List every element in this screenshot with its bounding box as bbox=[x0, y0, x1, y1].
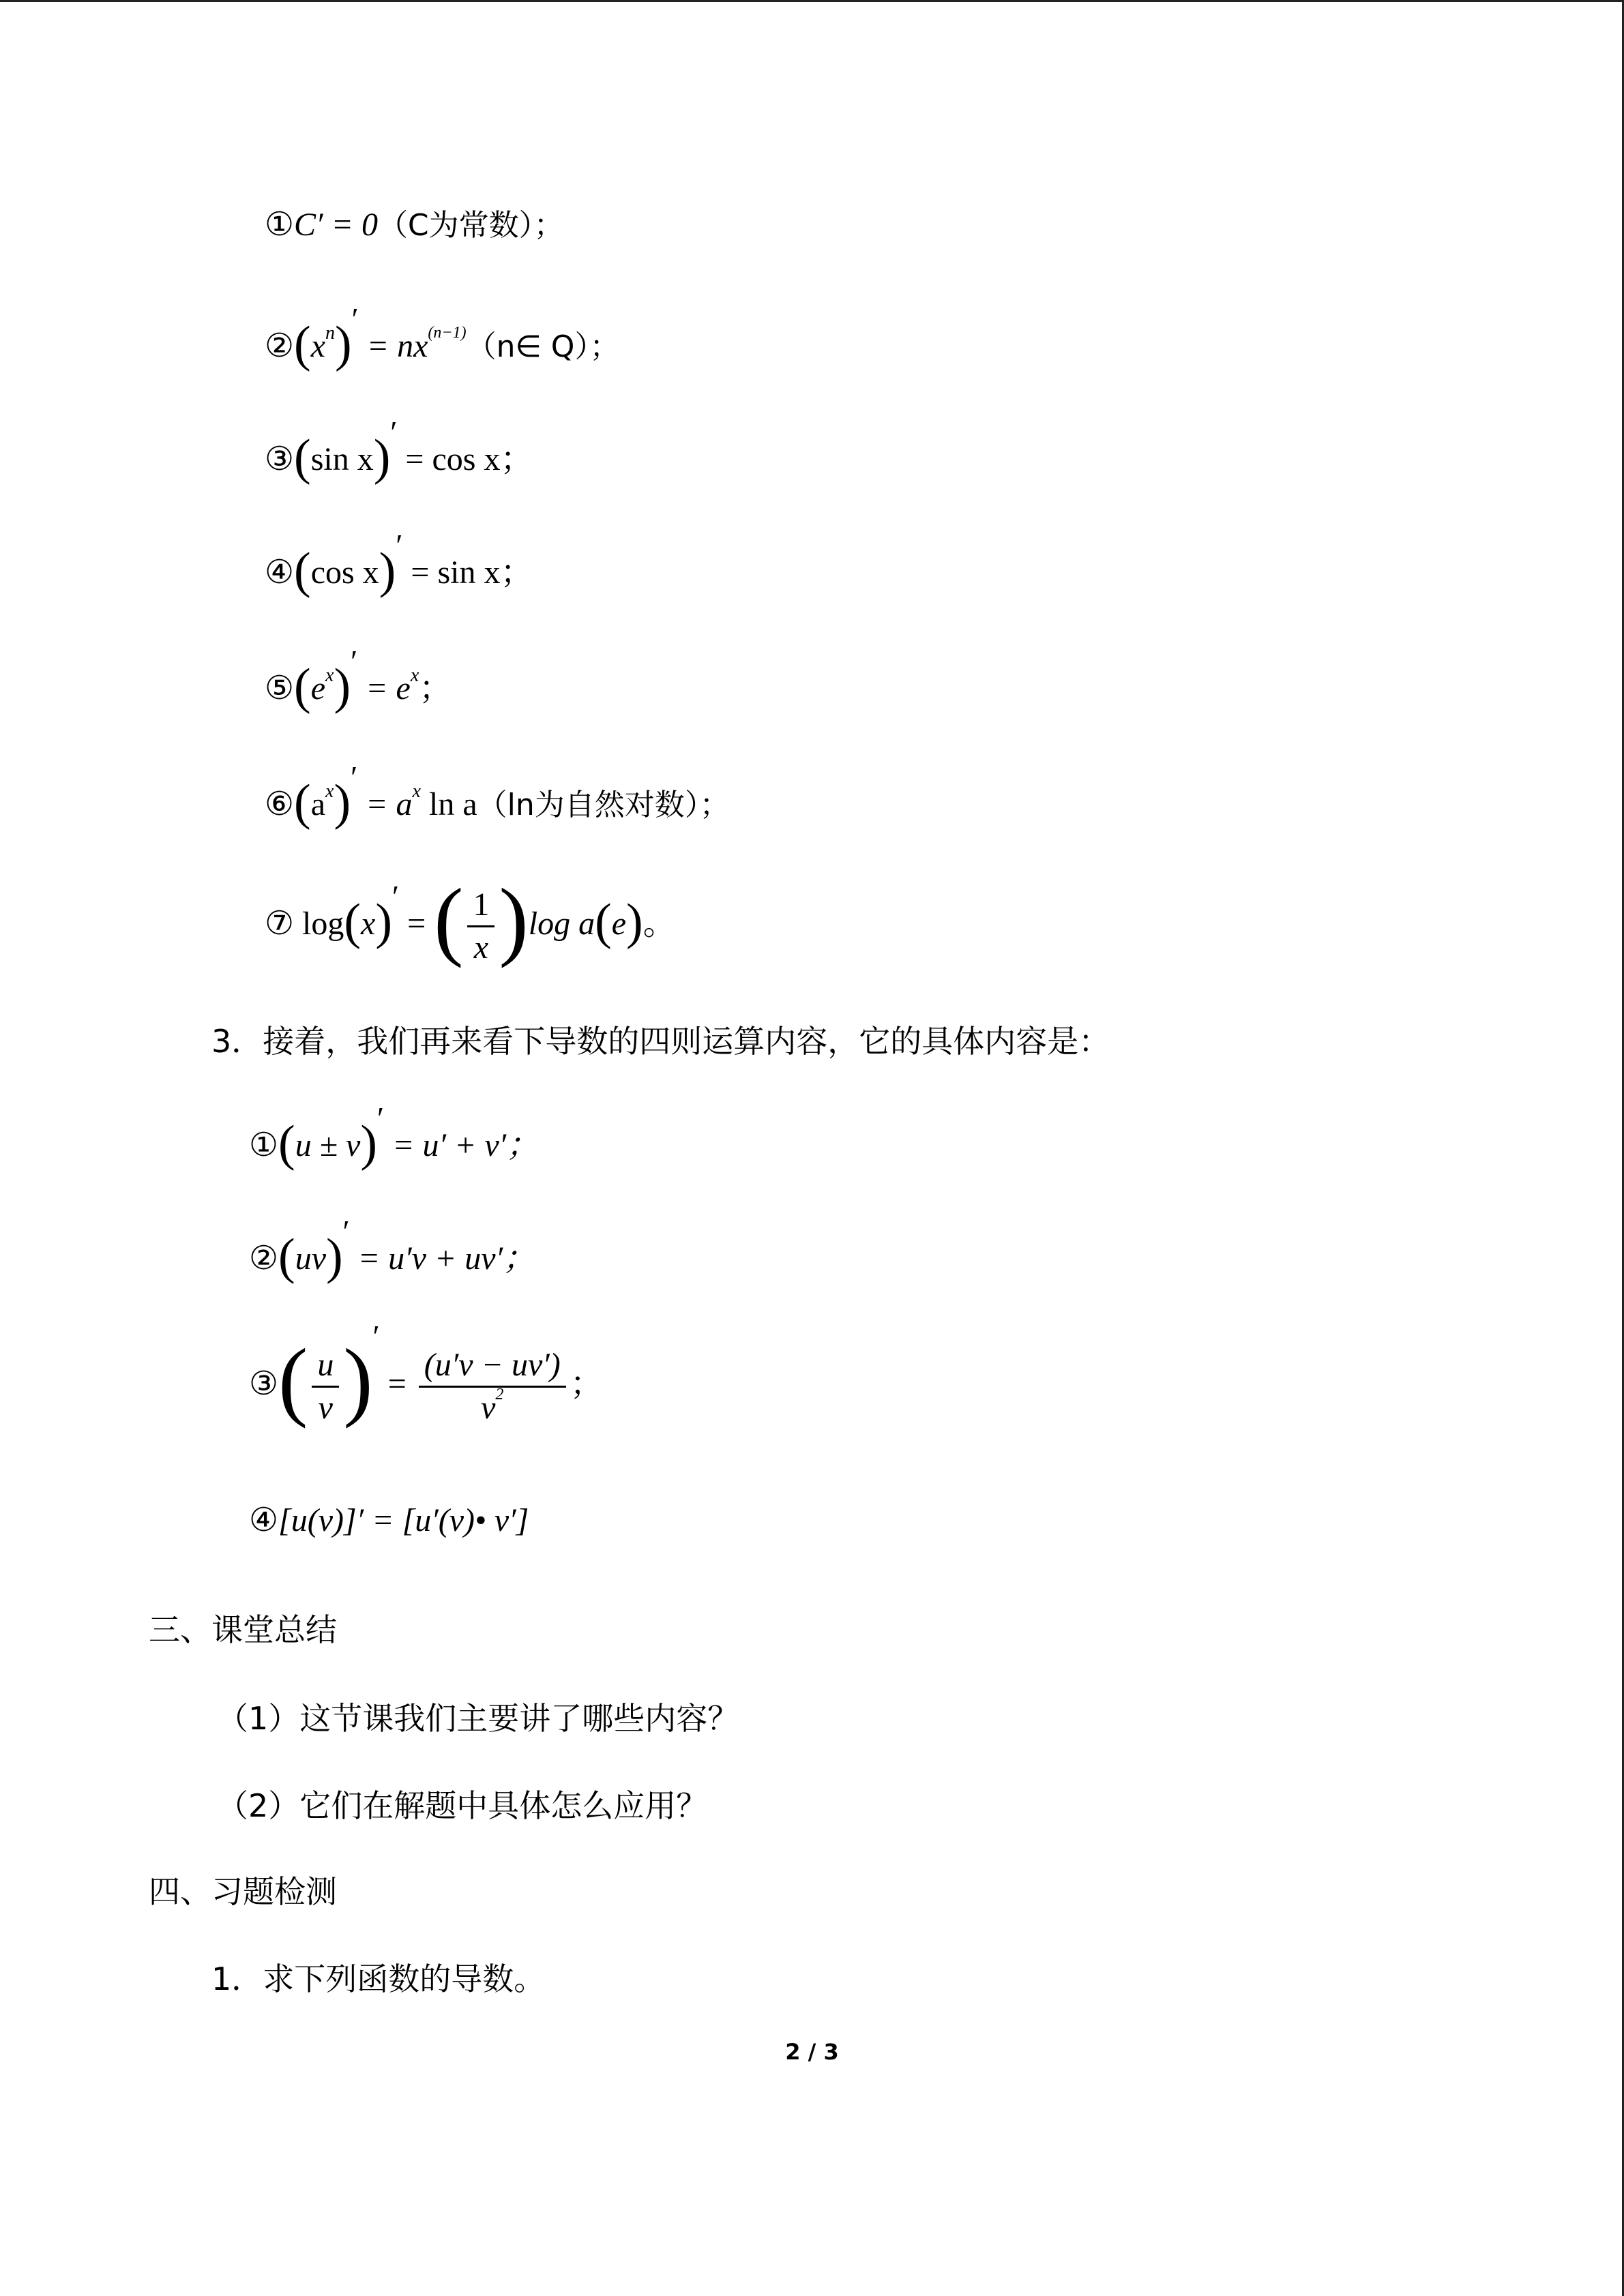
fraction-denominator: x bbox=[467, 925, 494, 968]
formula-rhs-exponent: (n−1) bbox=[428, 324, 467, 342]
formula-rhs: = u′ + v′； bbox=[392, 1127, 540, 1163]
formula-arg: uv bbox=[295, 1240, 326, 1277]
formula-label: ② bbox=[249, 1240, 279, 1277]
fraction-numerator: 1 bbox=[473, 886, 490, 923]
formula-rhs-tail: ln a bbox=[420, 786, 477, 822]
section3-intro: 3．接着，我们再来看下导数的四则运算内容，它的具体内容是： bbox=[211, 1023, 1110, 1060]
formula-fraction bbox=[312, 1345, 339, 1429]
formula-label: ① bbox=[249, 1127, 279, 1163]
formula-quotient-rule: ③( $\frac{u}{v}$ )′ = $\frac{(u'v - uv')}{v^2}$ ； bbox=[249, 1319, 603, 1429]
exercise-heading: 四、习题检测 bbox=[149, 1873, 337, 1910]
page-number: 2 / 3 bbox=[785, 2039, 839, 2065]
formula-label: ⑤ bbox=[265, 670, 295, 706]
formula-rhs: = a bbox=[366, 786, 413, 822]
formula-sin: ③(sin x)′ = cos x； bbox=[265, 415, 533, 486]
summary-question-1: （1）这节课我们主要讲了哪些内容？ bbox=[217, 1700, 739, 1737]
formula-rhs: = e bbox=[366, 670, 411, 706]
formula-label: ② bbox=[265, 328, 295, 364]
fraction-denominator-exponent: 2 bbox=[495, 1386, 504, 1404]
formula-exponent: n bbox=[325, 323, 335, 344]
formula-rhs-arg: e bbox=[611, 906, 627, 942]
formula-product-rule: ②(uv)′ = u′v + uv′； bbox=[249, 1214, 536, 1285]
exercise-item-1: 1．求下列函数的导数。 bbox=[211, 1960, 546, 1997]
formula-exponent: x bbox=[325, 665, 334, 686]
formula-rhs: = [u′(v)• v′] bbox=[372, 1502, 529, 1538]
formula-exp: $⑤(e^x)' = e^x$； bbox=[265, 644, 452, 715]
fraction-numerator: (u′v − uv′) bbox=[424, 1347, 561, 1384]
formula-rhs: = sin x； bbox=[411, 554, 533, 591]
formula-rhs: log a bbox=[528, 906, 595, 942]
summary-heading: 三、课堂总结 bbox=[149, 1611, 337, 1648]
formula-lhs: log bbox=[302, 906, 344, 942]
formula-arg: x bbox=[361, 906, 376, 942]
formula-arg: cos x bbox=[310, 554, 379, 591]
formula-label: ④ bbox=[265, 554, 295, 591]
formula-arg: sin x bbox=[310, 441, 374, 477]
formula-label: ③ bbox=[249, 1366, 279, 1402]
formula-base: x bbox=[310, 328, 325, 364]
formula-label: ① bbox=[265, 207, 295, 243]
formula-ax: $⑥(a^x)' = a^x$ ln a（ln为自然对数）； bbox=[265, 760, 730, 831]
fraction-denominator: v bbox=[312, 1386, 339, 1429]
formula-fraction bbox=[467, 884, 494, 968]
formula-cos: ④(cos x)′ = sin x； bbox=[265, 528, 533, 599]
formula-log: ⑦ log(x)′ = ( $\frac{1}{x}$ )log a(e)。 bbox=[265, 871, 676, 969]
formula-rhs: = cos x； bbox=[405, 441, 533, 477]
formula-label: ⑥ bbox=[265, 786, 295, 822]
formula-sum-rule: ①(u ± v)′ = u′ + v′； bbox=[249, 1101, 540, 1172]
formula-note: （ln为自然对数）； bbox=[477, 788, 730, 822]
formula-tail: 。 bbox=[643, 906, 676, 942]
formula-tail: ； bbox=[570, 1366, 603, 1402]
formula-power: $②(x^n)'$ = $nx^{(n-1)}(n\in$ Q）； bbox=[265, 301, 620, 372]
page-top-border bbox=[0, 0, 1624, 2]
formula-chain-rule bbox=[249, 1500, 529, 1541]
fraction-numerator: u bbox=[317, 1347, 334, 1384]
formula-arg: u ± v bbox=[295, 1127, 361, 1163]
formula-lhs: [u(v)]′ bbox=[278, 1502, 364, 1538]
formula-rhs-exponent: x bbox=[412, 781, 421, 802]
formula-label: ③ bbox=[265, 441, 295, 477]
formula-base: e bbox=[310, 670, 325, 706]
formula-rhs: = nx bbox=[366, 328, 428, 364]
formula-note: （C为常数）； bbox=[377, 208, 564, 243]
fraction-denominator: v bbox=[481, 1390, 496, 1427]
formula-label: ⑦ bbox=[265, 906, 295, 942]
formula-base: a bbox=[310, 786, 325, 822]
formula-lhs: C′ = 0 bbox=[294, 207, 378, 243]
formula-rhs-exponent: x bbox=[410, 665, 419, 686]
formula-constant bbox=[265, 205, 564, 246]
formula-rhs-fraction bbox=[419, 1345, 566, 1429]
formula-exponent: x bbox=[325, 781, 334, 802]
formula-note: （n∈ Q）； bbox=[466, 329, 620, 364]
formula-rhs: = u′v + uv′； bbox=[357, 1240, 536, 1277]
formula-label: ④ bbox=[249, 1502, 279, 1538]
summary-question-2: （2）它们在解题中具体怎么应用？ bbox=[217, 1787, 708, 1824]
formula-tail: ； bbox=[419, 670, 452, 706]
